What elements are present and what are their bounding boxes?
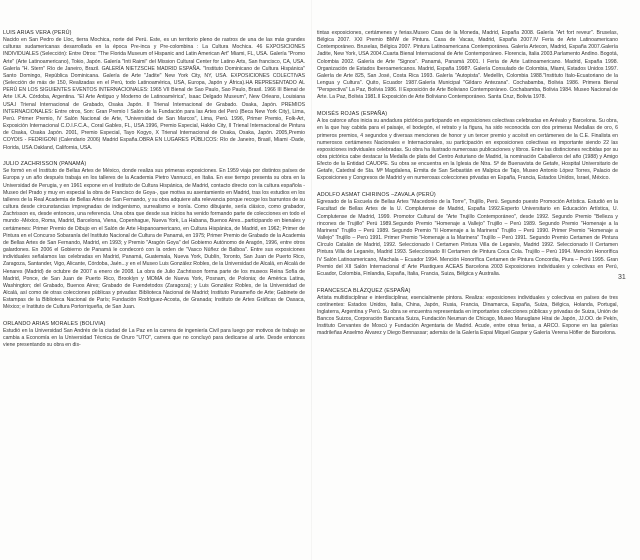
artist-heading: FRANCESCA BLÁZQUEZ (ESPAÑA) [317,287,411,294]
artist-entry-arias-vera [3,30,305,152]
artist-bio: A los catorce años inicia su andadura pictórica participando en exposiciones colectivas celebradas en Arévalo y Barcelona. Su obra, en la que hay cabida para el paisaje, el bodegón, el retrato y la figura, ha sido reconocida con dos primeras Medallas de oro, 6 primeros premios, 4 segundos y diversas menciones de honor y un tercer premio y accésit en certámenes de la C.E. Finalista en numerosos certámenes Nacionales e Internacionales, su participación en exposiciones colectivas es importante siendo 22 las exposiciones individuales celebradas. Su obra ha ilustrado numerosas publicaciones y libros. Entre las distinciones recibidas por su obra pictórica cabe destacar la Medalla de plata del Centro Asturiano de Madrid, la nominación Caballeros del año (1988) y Amigo Efecto de la Entidad CAUOPE. Su obra se encuentra en la Iglesia de Ntra. Sª de Buenavista de Getafe, Hospital Universitario de Getafe, Catedral de Sta. Mª Magdalena, Ermita de San Sebastián en Malpica de Tajo, Museo Antonio López Torres, Palacio de Exposiciones y Congresos de Madrid y en numerosas colecciones privadas en España, Francia, Estados Unidos, Israel, México. [317,118,618,182]
artist-bio: Estudió en la Universidad San Andrés de la ciudad de La Paz en la carrera de ingeniería Civil para luego por motivos de trabajo se cambia a Economía en la Universidad Técnica de Oruro "UTO", carrera que no concluyó para dedicarse al arte. Desde entonces viene presentando su obra en dis- [3,328,305,349]
artist-heading: JULIO ZACHRISSON (PANAMÁ) [3,161,87,168]
artist-bio: Nacido en San Pedro de Lloc, tierra Mochica, norte del Perú. Este, es un territorio pleno de rastros de una de las más grandes culturas sudamericanas desarrollada en la época Pre-inca y Pre-colombina : La Cultura Mochica. 46 EXPOSICIONES INDIVIDUALES (Selección): Entre Otros: "The Florida Museum of Hispanic and Latin American Art" Miami, FL, USA. Galería "Promo Arte" (Arte Latinoamericano), Tokio, Japón. Galería "Inti Raimi" del Mission Cultural Center for Latino Arts, San francisco, CA, USA. Galería "H. Stern" Río de Janeiro, Brazil. GALERÍA NIETZSCHE MADRID ESPAÑA. "Instituto Dominicano de Cultura Hispánica" Santo Domingo, República Dominicana. Galería de Arte "Jadite" New York City, NY, USA. EXPOSICIONES COLECTIVAS (Selección de más de 150, Realizadas en el Perú, todo Latinoamérica, USA, Europa, Japón y África).HA REPRESENTADO AL PERÚ EN LOS SIGUIENTES EVENTOS INTERNACIONALES: 1965 VII Bienal de Sao Paulo, Sao Paulo, Brasil. 1966 III Bienal de Arte I.K.A. Córdoba, Argentina. "El Arte Antiguo y Moderno de Latinoamérica", Isaac Delgado Museum", New Orleans, Louisiana USA.I Trienal Internacional de Grabado, Osaka Japón. II Trienal Internacional de Grabado. Osaka, Japón. PREMIOS INTERNACIONALES: Entre otros, Son: Gran Premio I Salón de la Fundación para las Artes del Perú (Beca New York City), Lima, Perú. Primer Premio, IV Salón Nacional de Arte, "Universidad de San Marcos", Lima, Perú. 1996, Primer Premio, Folk-Art, Exposición Internacional C.O.I.F.C.A., Coral Gables, FL, USA.1996, Premio Especial, Hakko City, II Trienal Internacional de Pintura de Osaka, Osaka Japón. 2001, Premio Especial, Tayo Kogyo, X Trienal Internacional de Osaka, Osaka, Japón. 2005,Premio COYDIS - FEDRIGONI (Calendario 2006) Madrid España.OBRA EN LUGARES PÚBLICOS: Río de Janeiro, Brasil, Miami -Dade, Florida, USA.Oakland, California, USA. [3,37,305,151]
artist-entry-asmat [317,192,618,278]
artist-entry-arias-morales [3,321,305,350]
artist-heading: LUIS ARIAS VERA (PERÚ) [3,30,72,36]
artist-entry-zachrisson [3,161,305,311]
artist-bio: Artista multidisciplinar e interdisciplinar, esencialmente pintora. Realiza: exposiciones individuales y colectivas en países de tres continentes: Estados Unidos, Italia, China, Japón, Rusia, Francia, Dinamarca, España, Suiza, Bélgica, Holanda, Portugal, Inglaterra, Argentina y Perú. Su obra se encuentra representada en importantes colecciones públicas y privadas de Suiza, Unión de Bancos Suizos, Corporación Bancaria Suiza, Fundación Neuman de Chicago, Museo Manuglane Hirai de Japón, JJ.OO. de Pekín, Instituto Cervantes de Moscú y Fundación Argentaria de Madrid. Acude, entre otras ferias, a ARCO. Expone en las galerías madrileñas Anselmo Álvarez y Diego Bennassar; además de la Galería Espai Miquel Gaspar y Galería Verena Höfler de Barcelona. [317,294,618,337]
right-column [317,30,618,347]
artist-bio: Se formó en el Instituto de Bellas Artes de México, donde realiza sus primeras exposiciones. En 1959 viaja por distintos países de Europa y un año después trabaja en los talleres de la Academia Pietro Vannucci, en Italia. En ese tiempo presenta su obra en la Universidad de Perugia, y en 1961 expone en el Instituto de Cultura Hispánica, de Madrid, contacto directo con la cultura española - Museo del Prado y muy en especial la obra de Francisco de Goya-, que motiva su asentamiento en Madrid, tras los estudios en los talleres de la Real Academia de Bellas Artes de San Fernando, y su obra adquiere alta relevancia porque recoge los barruntos de su cultura desde circunstancias impregnadas de indigenismo, surrealismo e ironía. Como dibujante, sería clásico, como grabador, Zachrisson es, desde entonces, una referencia. Una obra que desde sus inicios ha venido formando parte de colecciones en todo el mundo -México, Roma, Madrid, Barcelona, Viena, Copenhague, Nueva York, La Habana, Buenos Aires...participando en bienales y certámenes: Primer Premio de Dibujo en el Salón de Arte Hispanoamericano, en Cultura Hispánica, de Madrid, en 1962; Primer de Pintura en el Concurso Sobaranía del Instituto Nacional de Cultura de Panamá, en 1975; Primer Premio de Grabado de la Academia de Bellas Artes de San Fernando, Madrid, en 1993; y Premio "Aragón Goya" del Gobierno Autónomo de Aragón, 1996, entre otros galardones. En 2006 el Gobierno de Panamá le condecoró con la orden de "Vasco Núñez de Balboa". Entre sus exposiciones individuales señalamos las celebradas en Madrid, Panamá, Guatemala, Nueva York, Dublín, Toronto, San Juan de Puerto Rico, Zaragoza, Santander, Vigo, Alicante, Córdoba, Jaén...y en el Museo Luis González Robles, de la Universidad de Alcalá, en Alcalá de Henares (Madrid) de octubre de 2007 a enero de 2008. La obra de Julio Zachrisson forma parte de los museos Reina Sofía de Madrid, Ponce, de San Juan de Puerto Rico, Brooklyn y MOMA de Nueva York, Posnam, de Polonia; de América Latina, Washington; del Grabado, Buenos Aires; Grabado de Fuendetodos (Zaragoza); y Luis González Robles, de la Universidad de Alcalá, así como de otras colecciones públicas y privadas: Biblioteca Nacional de Madrid; Instituto Panameño de Arte; Gabinete de Estampas de la Biblioteca Nacional de París; Fundación Rodríguez-Acosta, de Granada; Instituto de Artes Gráficas de Oaxaca, México; e Instituto de Cultura Portorriqueña, de San Juan. [3,168,305,311]
artist-entry-arias-morales-continued [317,30,618,102]
page-gutter [311,0,312,560]
artist-bio: tintas exposiciones, certámenes y ferias.Museo Casa de la Moneda, Madrid, España 2008. Galería "Art fort reveur". Bruselas, Bélgica 2007. XXI Premio BMW de Pintura. Casa de Vacas, Madrid, España 2007.IV Feria de Arte Latinoamericano Contemporáneo. Bruselas, Bélgica 2007. Pintura Latinoamericana Contemporánea. Galería Artecon, Madrid, España 2007.Galería Jadite, New York, USA 2004.Cuarta Bienal Internacional de Arte Contemporáneo. Florencia, Italia 2003.Parlamento Andino. Bogotá, Colombia 2002. Galería de Arte "Signos". Panamá, Panamá 2001. I Feria de Arte Latinoamericano. Madrid, España 1998. Organización de Estados Iberoamericanos. Madrid, España 1998?. Galería Consulado de Colombia, Miami, Estados Unidos 1997. Galería de Arte 825, San José, Costa Rica 1993. Galería "Autopista". Medellín, Colombia 1988."Instituto Italo-Ecuatoriano de la Lengua y Cultura". Quito, Ecuador 1987.Galería Municipal "Gildaro Antezana". Cochabamba, Bolivia 1986. Primera Bienal "Perspectiva" La Paz, Bolivia 1986. II Exposición de Arte Boliviano Contemporáneo. Cochabamba, Bolivia 1984. Museo Nacional de Arte. La Paz, Bolivia 1981.II Exposición de Arte Boliviano Contemporáneo. Santa Cruz, Bolivia 1978. [317,30,618,101]
artist-entry-blazquez [317,288,618,338]
artist-heading: ADOLFO ASMAT CHIRINOS –ZAVALA (PERÚ) [317,192,436,199]
page-number: 31 [618,274,626,281]
artist-heading: ORLANDO ARIAS MORALES (BOLIVIA) [3,320,106,327]
artist-entry-rojas [317,111,618,183]
left-column [3,30,305,359]
artist-heading: MOISÉS ROJAS (ESPAÑA) [317,111,388,118]
artist-bio: Egresado de la Escuela de Bellas Artes "Macedonio de la Torre", Trujillo, Perú. Segundo puesto Promoción Artística. Estudió en la Facultad de Bellas Artes de la U. Complutense de Madrid, España 1992.Experto Universitario en Educación Artística, U. Complutense de Madrid, 1999. Promotor Cultural de "Arte Trujillo Contemporáneo", desde 1992. Segundo Premio "Belleza y rincones de Trujillo" Perú 1989.Segundo Premio "Homenaje a Vallejo" Trujillo – Perú 1989. Segundo Premio "Homenaje a la Marinera" Trujillo – Perú 1989. Segundo Premio "II Homenaje a la Marinera" Trujillo – Perú 1990. Primer Premio "Homenaje a Vallejo" Trujillo – Perú 1991. Primer Premio "Homenaje a la Marinera" Trujillo – Perú 1991. Segundo Premio Certamen de Pintura Círculo Catalán de Madrid, 1992. Seleccionado I Certamen Pintura Villa de Leganés, Madrid 1992. Seleccionado II Certamen Pintura Villa de Leganés, Madrid 1993. Seleccionado III Certamen de Pintura Coca Cola. Trujillo – Perú 1994. Mención Honorífica IV Salón Latinoamericano, Machala – Ecuador 1994. Mención Honorífica Certamen de Pintura Concordia, Piura – Perú 1995. Gran Premio del XII Salón Internacional d' Arte Plastiques ACEAS Barcelona 2003 Exposiciones individuales y colectivas en Perú, Ecuador, Colombia, Finlandia, España, Italia, Francia, Suiza, Bélgica y Australia. [317,199,618,277]
